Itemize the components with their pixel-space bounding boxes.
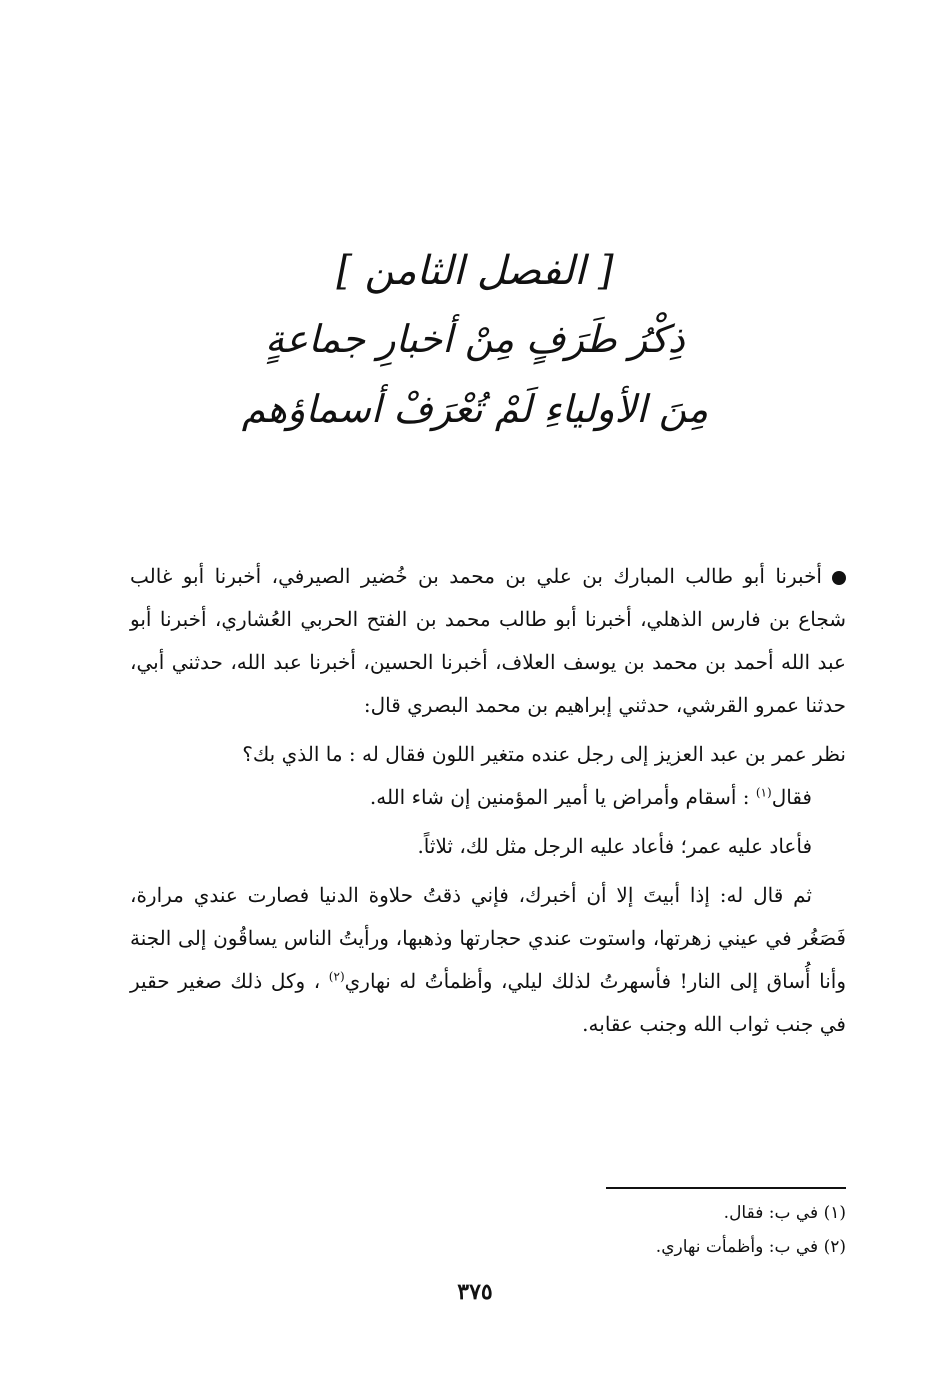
- paragraph-repeat: فأعاد عليه عمر؛ فأعاد عليه الرجل مثل لك، ثلاثاً.: [417, 834, 812, 858]
- paragraph-answer: [130, 776, 846, 819]
- chapter-title-line-2: مِنَ الأولياءِ لَمْ تُعْرَفْ أسماؤهم: [241, 387, 709, 431]
- footnotes: [400, 1196, 846, 1264]
- page-number: ٣٧٥: [457, 1279, 493, 1305]
- paragraph-explanation-end: ، وكل ذلك صغير حقير في جنب ثواب الله وجنب عقابه.: [130, 969, 846, 1036]
- chapter-title-line-1: ذِكْرُ طَرَفٍ مِنْ أخبارِ جماعةٍ: [265, 317, 685, 361]
- footnote-1: (١) في ب: فقال.: [723, 1203, 846, 1223]
- paragraph-explanation: [130, 874, 846, 1046]
- main-text: [130, 555, 846, 1046]
- paragraph-answer-end: : أسقام وأمراض يا أمير المؤمنين إن شاء الله.: [369, 785, 756, 809]
- paragraph-question: نظر عمر بن عبد العزيز إلى رجل عنده متغير اللون فقال له : ما الذي بك؟: [242, 742, 846, 766]
- paragraph-answer-start: فقال: [771, 785, 812, 809]
- footnote-2: (٢) في ب: وأظمأت نهاري.: [655, 1237, 846, 1257]
- paragraph-isnad: [130, 555, 846, 727]
- chapter-heading: [ الفصل الثامن ]: [336, 248, 614, 294]
- paragraph-isnad-text: أخبرنا أبو طالب المبارك بن علي بن محمد بن خُضير الصيرفي، أخبرنا أبو غالب شجاع بن فارس الذهلي، أخبرنا أبو طالب محمد بن الفتح الحربي العُشاري، أخبرنا أبو عبد الله أحمد بن محمد بن يوسف العلاف، أخبرنا الحسين، أخبرنا عبد الله، حدثني أبي، حدثنا عمرو القرشي، حدثني إبراهيم بن محمد البصري قال:: [130, 564, 846, 717]
- footnote-ref-1: (١): [755, 785, 772, 800]
- footnote-divider: [606, 1187, 846, 1189]
- bullet-icon: [832, 571, 846, 585]
- paragraph-explanation-start: ثم قال له: إذا أبيتَ إلا أن أخبرك، فإني ذقتُ حلاوة الدنيا فصارت عندي مرارة، فَصَغُر في عيني زهرتها، واستوت عندي حجارتها وذهبها، ورأيتُ الناس يساقُون إلى الجنة وأنا أُساق إلى النار! فأسهرتُ لذلك ليلي، وأظمأتُ له نهاري: [130, 883, 846, 993]
- footnote-ref-2: (٢): [328, 969, 345, 984]
- chapter-title-block: [130, 238, 820, 444]
